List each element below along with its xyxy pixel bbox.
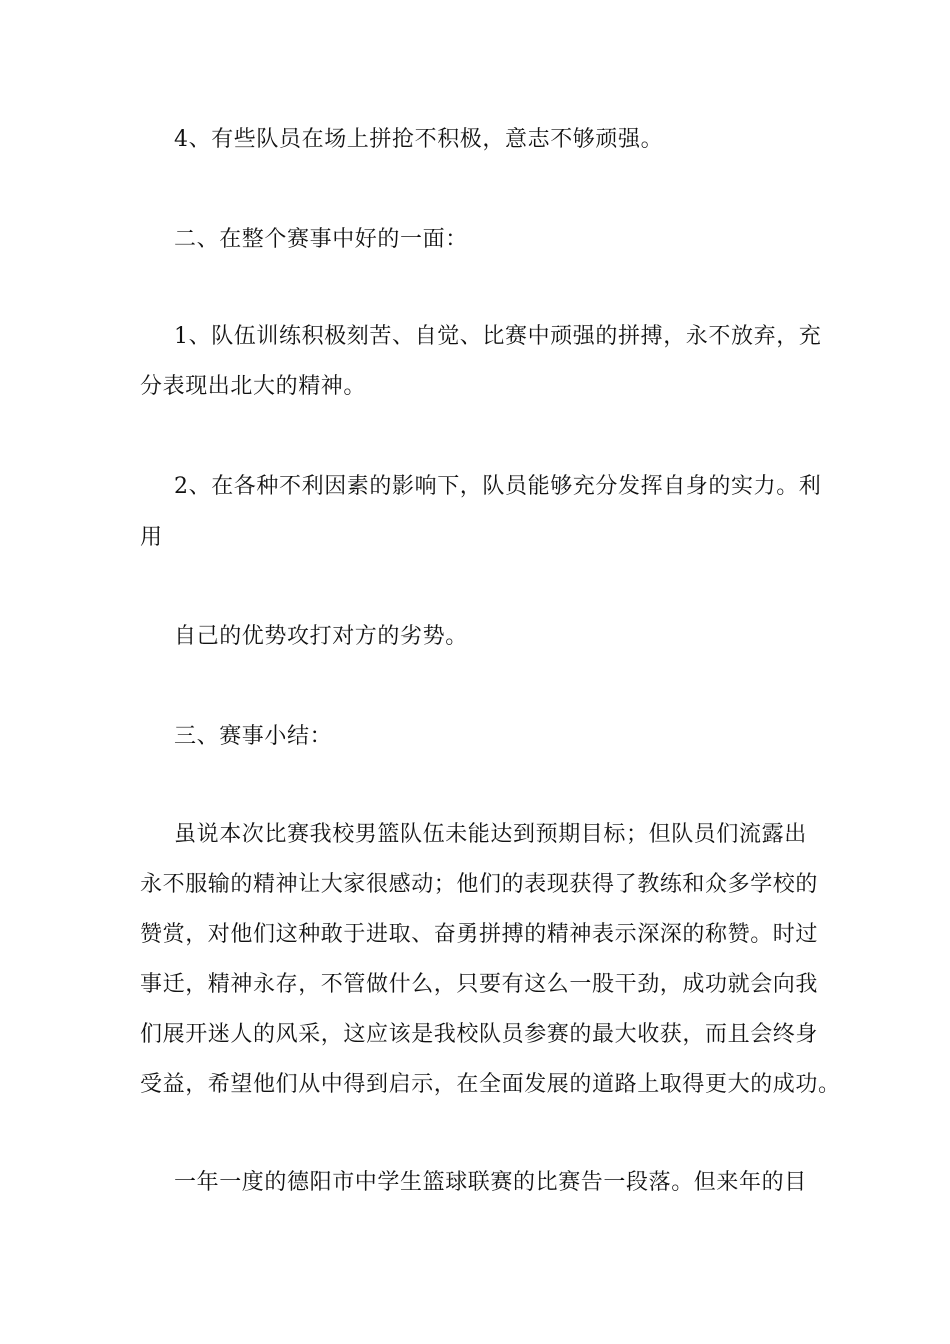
paragraph-item-1-line-1: 1、队伍训练积极刻苦、自觉、比赛中顽强的拼搏，永不放弃，充 <box>174 324 822 349</box>
paragraph-item-4: 4、有些队员在场上拼抢不积极，意志不够顽强。 <box>174 127 664 152</box>
summary-line-1: 虽说本次比赛我校男篮队伍未能达到预期目标；但队员们流露出 <box>174 822 807 847</box>
summary-line-2: 永不服输的精神让大家很感动；他们的表现获得了教练和众多学校的 <box>140 872 819 897</box>
summary-line-6: 受益，希望他们从中得到启示，在全面发展的道路上取得更大的成功。 <box>140 1072 841 1097</box>
summary-line-4: 事迁，精神永存，不管做什么，只要有这么一股干劲，成功就会向我 <box>140 972 819 997</box>
paragraph-item-2-line-2: 用 <box>140 525 163 550</box>
paragraph-item-1-line-2: 分表现出北大的精神。 <box>140 374 367 399</box>
paragraph-continuation: 自己的优势攻打对方的劣势。 <box>174 624 468 649</box>
closing-paragraph-line-1: 一年一度的德阳市中学生篮球联赛的比赛告一段落。但来年的目 <box>174 1170 807 1195</box>
summary-line-3: 赞赏，对他们这种敢于进取、奋勇拼搏的精神表示深深的称赞。时过 <box>140 922 819 947</box>
section-heading-3: 三、赛事小结： <box>174 724 333 749</box>
section-heading-2: 二、在整个赛事中好的一面： <box>174 227 468 252</box>
paragraph-item-2-line-1: 2、在各种不利因素的影响下，队员能够充分发挥自身的实力。利 <box>174 474 822 499</box>
summary-line-5: 们展开迷人的风采，这应该是我校队员参赛的最大收获，而且会终身 <box>140 1022 819 1047</box>
